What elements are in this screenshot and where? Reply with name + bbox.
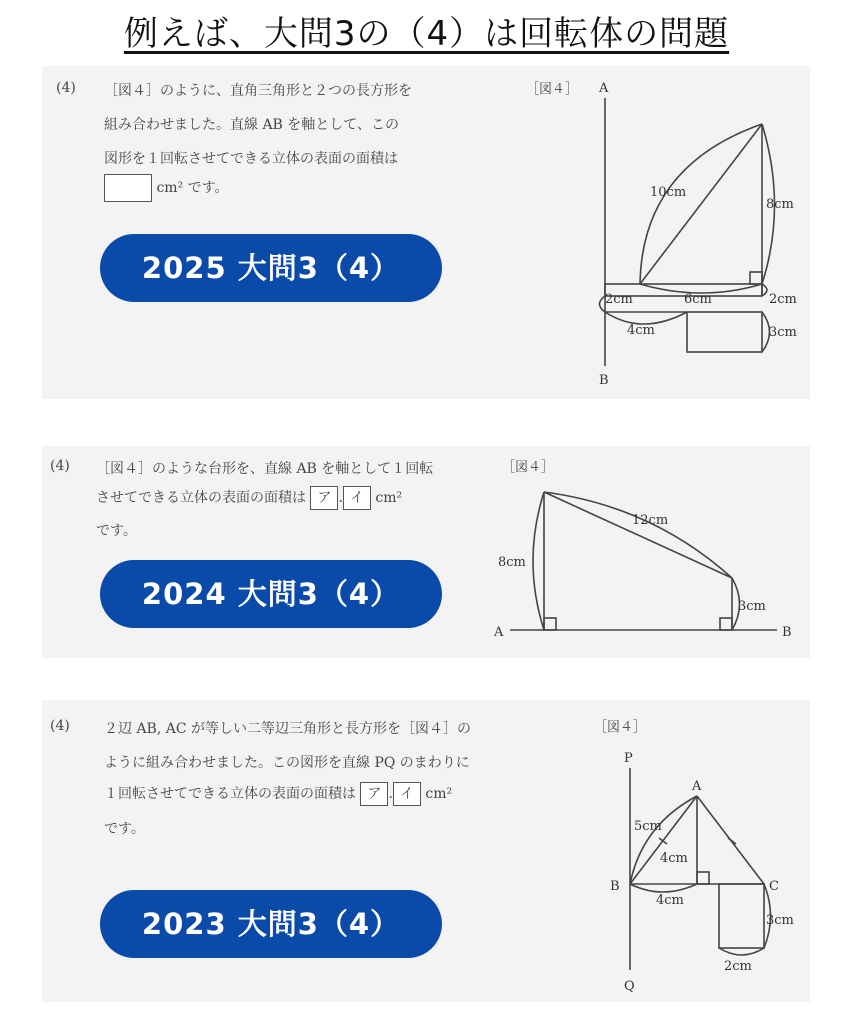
label-8cm: 8cm (766, 197, 794, 212)
question-unit: cm² (425, 786, 453, 802)
trapezoid-figure-2024 (42, 446, 810, 658)
arc-2cm (719, 948, 764, 955)
year-badge-2025: 2025 大問3（4） (100, 234, 442, 302)
problem-2025-panel (42, 66, 810, 399)
question-line-3: です。 (96, 523, 137, 539)
question-line-3: 図形を１回転させてできる立体の表面の面積は (104, 151, 398, 167)
right-angle-mark-left (544, 618, 556, 630)
label-4cm-height: 4cm (660, 851, 688, 866)
label-b: B (610, 879, 620, 894)
year-badge-2024: 2024 大問3（4） (100, 560, 442, 628)
label-2cm-right: 2cm (769, 292, 797, 307)
page-title: 例えば、大問3の（4）は回転体の問題 (123, 14, 730, 54)
label-3cm: 3cm (738, 599, 766, 614)
answer-box-i: イ (393, 782, 421, 806)
problem-2023-panel: (4) ２辺 AB, AC が等しい二等辺三角形と長方形を［図４］の ように組み合わせました。この図形を直線 PQ のまわりに １回転させてできる立体の表面の面積は ア . イ cm² です。 2023 大問3（4） ［図４］ P Q A B C 5cm 4cm 4cm 3cm 2cm (42, 700, 810, 1002)
question-number: (4) (56, 80, 76, 96)
arc-8cm (533, 492, 544, 630)
question-line-4: です。 (104, 821, 145, 837)
problem-2024-panel: (4) ［図４］のような台形を、直線 AB を軸として１回転 させてできる立体の表面の面積は ア . イ cm² です。 2024 大問3（4） ［図４］ A B 12cm 8cm 3cm (42, 446, 810, 658)
right-angle-mark (697, 872, 709, 884)
label-2cm: 2cm (724, 959, 752, 974)
question-line-1: ［図４］のように、直角三角形と２つの長方形を (104, 83, 412, 99)
figure-caption: ［図４］ (526, 82, 579, 97)
label-2cm-left: 2cm (605, 292, 633, 307)
label-c: C (769, 879, 779, 894)
slant-side (544, 492, 732, 578)
label-b: B (782, 625, 792, 640)
label-3cm: 3cm (766, 913, 794, 928)
triangle-figure-2023 (42, 700, 810, 1002)
label-5cm: 5cm (634, 819, 662, 834)
label-4cm: 4cm (627, 323, 655, 338)
year-badge-2023: 2023 大問3（4） (100, 890, 442, 958)
label-8cm: 8cm (498, 555, 526, 570)
label-4cm-base: 4cm (656, 893, 684, 908)
question-line-1: ２辺 AB, AC が等しい二等辺三角形と長方形を［図４］の (104, 721, 472, 737)
lower-rectangle (687, 312, 762, 352)
question-number: (4) (50, 458, 70, 474)
label-q: Q (624, 979, 635, 994)
question-line-1: ［図４］のような台形を、直線 AB を軸として１回転 (96, 461, 434, 477)
question-line-2: ように組み合わせました。この図形を直線 PQ のまわりに (104, 755, 470, 771)
question-unit: cm² (375, 490, 403, 506)
figure-caption: ［図４］ (502, 460, 555, 475)
right-angle-mark-right (720, 618, 732, 630)
label-a: A (692, 779, 702, 794)
question-line-2: させてできる立体の表面の面積は (96, 490, 306, 506)
question-number: (4) (50, 718, 70, 734)
question-line-4: cm² です。 (156, 180, 229, 196)
label-3cm: 3cm (769, 325, 797, 340)
label-p: P (624, 751, 633, 766)
label-12cm: 12cm (632, 513, 669, 528)
label-a: A (599, 81, 609, 96)
question-line-2: 組み合わせました。直線 AB を軸として、この (104, 117, 400, 133)
label-6cm: 6cm (684, 292, 712, 307)
side-ab (630, 796, 697, 884)
label-a: A (494, 625, 504, 640)
rotation-figure-2025 (42, 66, 810, 399)
rectangle (719, 884, 764, 948)
arc-4cm (630, 884, 697, 892)
hypotenuse (640, 124, 762, 284)
label-b: B (599, 373, 609, 388)
answer-box-i: イ (343, 486, 371, 510)
right-angle-mark (750, 272, 762, 284)
question-line-3: １回転させてできる立体の表面の面積は (104, 786, 356, 802)
label-10cm: 10cm (650, 185, 687, 200)
answer-box-a: ア (360, 782, 388, 806)
figure-caption: ［図４］ (594, 720, 647, 735)
answer-box-a: ア (310, 486, 338, 510)
